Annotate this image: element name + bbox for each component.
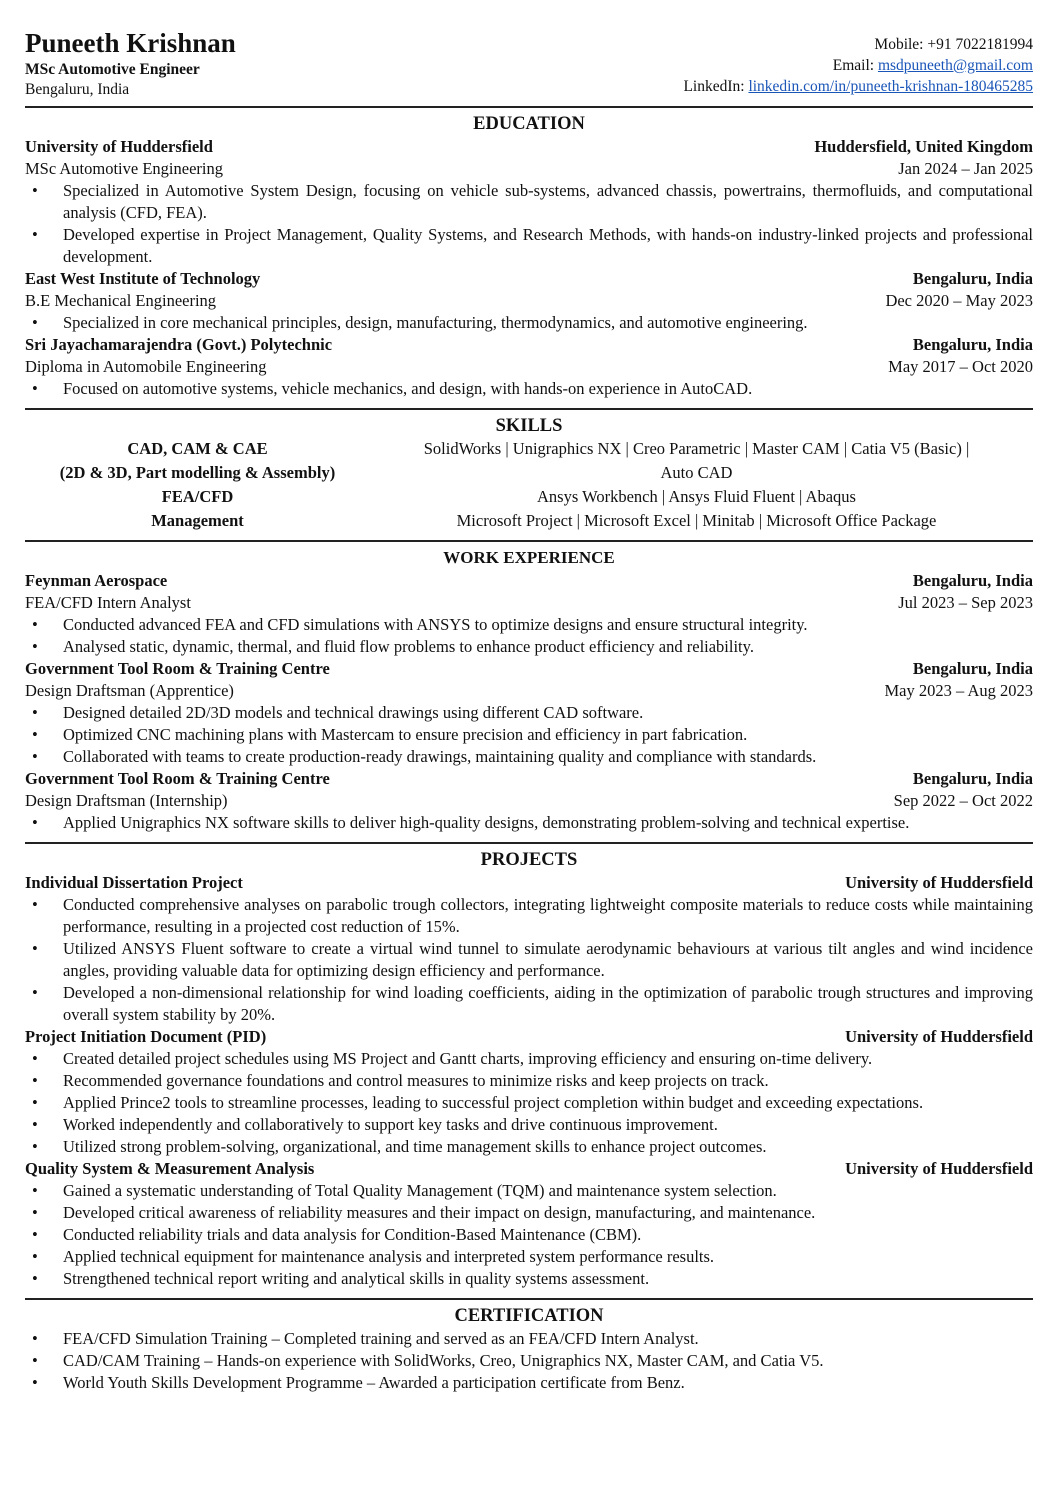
bullet-icon: • [32,1329,38,1348]
degree-name: B.E Mechanical Engineering [25,291,217,310]
bullet-item [25,812,1033,834]
section-divider [25,408,1033,410]
linkedin-line [683,76,1033,97]
linkedin-link[interactable]: linkedin.com/in/puneeth-krishnan-180465285 [748,78,1033,95]
education-entry-sub [25,158,1033,180]
company-name: Government Tool Room & Training Centre [25,769,330,788]
bullet-icon: • [32,1351,38,1370]
bullet-item [25,312,1033,334]
bullet-text: Applied technical equipment for maintenance analysis and interpreted system performance results. [63,1247,715,1266]
email-line [683,55,1033,76]
email-link[interactable]: msdpuneeth@gmail.com [877,57,1033,74]
linkedin-label: LinkedIn: [683,78,745,95]
education-section [25,112,1033,400]
education-entry-header [25,334,1033,356]
institution-location: Bengaluru, India [912,269,1033,288]
bullet-list [25,180,1033,268]
bullet-item [25,1224,1033,1246]
skill-category: (2D & 3D, Part modelling & Assembly) [59,463,336,482]
job-dates: Jul 2023 – Sep 2023 [898,593,1033,612]
bullet-icon: • [32,747,38,766]
bullet-text: Strengthened technical report writing and analytical skills in quality systems assessment. [63,1269,650,1288]
degree-name: Diploma in Automobile Engineering [25,357,267,376]
project-title: Quality System & Measurement Analysis [25,1159,315,1178]
skill-values: Ansys Workbench | Ansys Fluid Fluent | Abaqus [537,487,856,506]
project-title: Individual Dissertation Project [25,873,243,892]
bullet-item [25,1114,1033,1136]
education-list [25,136,1033,400]
bullet-icon: • [32,379,38,398]
bullet-icon: • [32,1071,38,1090]
bullet-icon: • [32,313,38,332]
bullet-list [25,812,1033,834]
bullet-text: Developed critical awareness of reliability measures and their impact on design, manufacturing, and maintenance. [63,1203,816,1222]
education-dates: Jan 2024 – Jan 2025 [898,159,1033,178]
bullet-item [25,724,1033,746]
company-name: Government Tool Room & Training Centre [25,659,330,678]
certification-list [25,1328,1033,1394]
bullet-icon: • [32,1137,38,1156]
bullet-item [25,982,1033,1026]
section-divider [25,1298,1033,1300]
company-location: Bengaluru, India [912,571,1033,590]
bullet-text: Created detailed project schedules using MS Project and Gantt charts, improving efficiency and ensuring on-time delivery. [63,1049,873,1068]
email-label: Email: [832,57,875,74]
project-org: University of Huddersfield [845,1027,1033,1046]
job-role: Design Draftsman (Internship) [25,791,228,810]
section-divider [25,540,1033,542]
skill-category: Management [151,511,244,530]
certification-heading: CERTIFICATION [454,1306,604,1326]
bullet-item [25,1268,1033,1290]
education-entry-header [25,268,1033,290]
header-left [25,26,236,100]
experience-heading: WORK EXPERIENCE [443,548,615,567]
bullet-icon: • [32,637,38,656]
bullet-item [25,894,1033,938]
bullet-icon: • [32,1373,38,1392]
bullet-icon: • [32,1181,38,1200]
skill-values: SolidWorks | Unigraphics NX | Creo Parametric | Master CAM | Catia V5 (Basic) | [423,439,970,458]
bullet-icon: • [32,615,38,634]
bullet-text: Specialized in Automotive System Design, focusing on vehicle sub-systems, advanced chassis, powertrains, thermofluids, and computational analysis (CFD, FEA). [63,181,1033,222]
bullet-icon: • [32,1115,38,1134]
institution-name: University of Huddersfield [25,137,213,156]
bullet-text: Designed detailed 2D/3D models and technical drawings using different CAD software. [63,703,644,722]
skill-category: CAD, CAM & CAE [127,439,268,458]
job-role: FEA/CFD Intern Analyst [25,593,191,612]
bullet-text: Developed a non-dimensional relationship for wind loading coefficients, aiding in the optimization of parabolic trough structures and improving overall system stability by 20%. [63,983,1033,1024]
certification-item [25,1350,1033,1372]
section-divider [25,842,1033,844]
skills-grid [25,438,1033,532]
experience-entry-sub [25,680,1033,702]
bullet-item [25,378,1033,400]
bullet-item [25,1180,1033,1202]
bullet-icon: • [32,939,38,958]
bullet-item [25,180,1033,224]
bullet-icon: • [32,1203,38,1222]
bullet-list [25,1048,1033,1158]
bullet-text: Specialized in core mechanical principles, design, manufacturing, thermodynamics, and automotive engineering. [63,313,808,332]
bullet-text: Applied Prince2 tools to streamline processes, leading to successful project completion within budget and exceeding expectations. [63,1093,924,1112]
bullet-icon: • [32,181,38,200]
bullet-item [25,636,1033,658]
certification-text: CAD/CAM Training – Hands-on experience with SolidWorks, Creo, Unigraphics NX, Master CAM, and Catia V5. [63,1351,824,1370]
skills-heading: SKILLS [495,416,563,436]
skills-section [25,414,1033,532]
candidate-location: Bengaluru, India [25,81,130,98]
bullet-list [25,702,1033,768]
project-org: University of Huddersfield [845,873,1033,892]
job-dates: May 2023 – Aug 2023 [884,681,1033,700]
project-title: Project Initiation Document (PID) [25,1027,267,1046]
bullet-text: Analysed static, dynamic, thermal, and fluid flow problems to enhance product efficiency and reliability. [63,637,754,656]
resume-header [25,26,1033,100]
project-entry-header [25,1158,1033,1180]
degree-name: MSc Automotive Engineering [25,159,223,178]
job-dates: Sep 2022 – Oct 2022 [893,791,1033,810]
mobile-label: Mobile: [874,36,924,53]
bullet-icon: • [32,983,38,1002]
institution-location: Huddersfield, United Kingdom [814,137,1033,156]
bullet-text: Conducted reliability trials and data analysis for Condition-Based Maintenance (CBM). [63,1225,642,1244]
skill-values: Microsoft Project | Microsoft Excel | Minitab | Microsoft Office Package [456,511,937,530]
projects-heading: PROJECTS [480,850,578,870]
bullet-text: Gained a systematic understanding of Total Quality Management (TQM) and maintenance system selection. [63,1181,777,1200]
bullet-list [25,894,1033,1026]
job-role: Design Draftsman (Apprentice) [25,681,234,700]
bullet-icon: • [32,703,38,722]
bullet-icon: • [32,725,38,744]
bullet-item [25,1136,1033,1158]
experience-section [25,546,1033,834]
bullet-item [25,1092,1033,1114]
institution-location: Bengaluru, India [912,335,1033,354]
bullet-text: Developed expertise in Project Management, Quality Systems, and Research Methods, with hands-on industry-linked projects and professional development. [63,225,1033,266]
bullet-text: Recommended governance foundations and control measures to minimize risks and keep projects on track. [63,1071,769,1090]
bullet-item [25,938,1033,982]
mobile-line [683,34,1033,55]
bullet-text: Focused on automotive systems, vehicle mechanics, and design, with hands-on experience in AutoCAD. [63,379,753,398]
experience-entry-sub [25,592,1033,614]
bullet-text: Worked independently and collaboratively to support key tasks and drive continuous improvement. [63,1115,718,1134]
project-org: University of Huddersfield [845,1159,1033,1178]
bullet-icon: • [32,1049,38,1068]
experience-list [25,570,1033,834]
project-entry-header [25,872,1033,894]
experience-entry-header [25,570,1033,592]
bullet-icon: • [32,813,38,832]
section-divider [25,106,1033,108]
experience-entry-header [25,768,1033,790]
bullet-icon: • [32,895,38,914]
bullet-text: Optimized CNC machining plans with Mastercam to ensure precision and efficiency in part fabrication. [63,725,748,744]
bullet-text: Collaborated with teams to create production-ready drawings, maintaining quality and compliance with standards. [63,747,817,766]
certification-text: FEA/CFD Simulation Training – Completed training and served as an FEA/CFD Intern Analyst. [63,1329,699,1348]
bullet-item [25,614,1033,636]
bullet-list [25,1180,1033,1290]
education-entry-header [25,136,1033,158]
bullet-list [25,378,1033,400]
bullet-text: Applied Unigraphics NX software skills to deliver high-quality designs, demonstrating problem-solving and technical expertise. [63,813,910,832]
bullet-icon: • [32,1247,38,1266]
education-entry-sub [25,356,1033,378]
certification-section [25,1304,1033,1394]
bullet-text: Conducted advanced FEA and CFD simulations with ANSYS to optimize designs and ensure structural integrity. [63,615,808,634]
experience-entry-header [25,658,1033,680]
institution-name: East West Institute of Technology [25,269,261,288]
project-entry-header [25,1026,1033,1048]
bullet-icon: • [32,1093,38,1112]
bullet-item [25,746,1033,768]
projects-section [25,848,1033,1290]
bullet-text: Utilized ANSYS Fluent software to create a virtual wind tunnel to simulate aerodynamic behaviours at various tilt angles and wind incidence angles, providing valuable data for optimizing design efficiency and performance. [63,939,1033,980]
bullet-list [25,614,1033,658]
education-dates: Dec 2020 – May 2023 [885,291,1033,310]
certification-item [25,1372,1033,1394]
certification-item [25,1328,1033,1350]
skill-values: Auto CAD [660,463,733,482]
mobile-number: +91 7022181994 [927,36,1033,53]
bullet-text: Conducted comprehensive analyses on parabolic trough collectors, integrating lightweight composite materials to reduce costs while maintaining performance, resulting in a projected cost reduction of 15%. [63,895,1033,936]
bullet-icon: • [32,225,38,244]
candidate-title: MSc Automotive Engineer [25,61,200,78]
bullet-item [25,1070,1033,1092]
header-contact [683,26,1033,100]
candidate-name: Puneeth Krishnan [25,28,236,58]
bullet-item [25,702,1033,724]
bullet-text: Utilized strong problem-solving, organizational, and time management skills to enhance project outcomes. [63,1137,767,1156]
bullet-item [25,1202,1033,1224]
bullet-icon: • [32,1225,38,1244]
institution-name: Sri Jayachamarajendra (Govt.) Polytechnic [25,335,333,354]
education-entry-sub [25,290,1033,312]
company-location: Bengaluru, India [912,659,1033,678]
bullet-icon: • [32,1269,38,1288]
certification-text: World Youth Skills Development Programme – Awarded a participation certificate from Benz. [63,1373,685,1392]
education-dates: May 2017 – Oct 2020 [888,357,1033,376]
experience-entry-sub [25,790,1033,812]
company-name: Feynman Aerospace [25,571,168,590]
company-location: Bengaluru, India [912,769,1033,788]
bullet-list [25,312,1033,334]
bullet-item [25,224,1033,268]
projects-list [25,872,1033,1290]
skill-category: FEA/CFD [161,487,234,506]
education-heading: EDUCATION [473,114,585,134]
bullet-item [25,1048,1033,1070]
bullet-item [25,1246,1033,1268]
